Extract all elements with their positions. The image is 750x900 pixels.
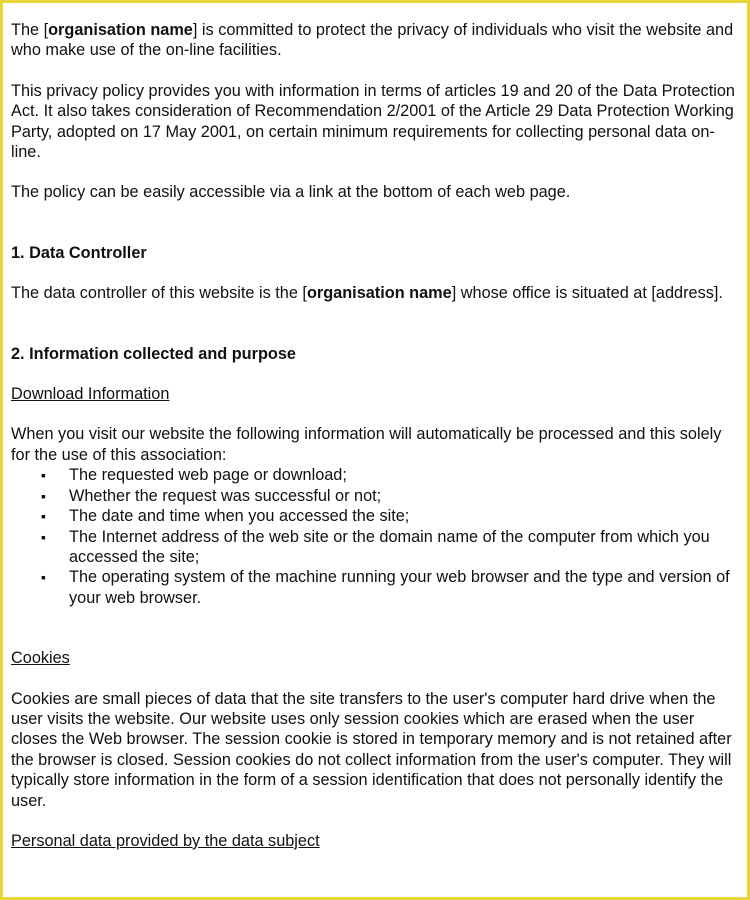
bullet-icon: ▪ [41,487,46,504]
policy-scope-paragraph: This privacy policy provides you with information in terms of articles 19 and 20 of the Data Protection Act. It also takes consideration of Recommendation 2/2001 of the Article 29 Data Protection Working Party, adopted on 17 May 2001, on certain minimum requirements for collecting personal data on-line. [11,81,735,162]
cookies-subheading: Cookies [11,649,70,668]
list-item-text: The date and time when you accessed the site; [69,507,410,526]
policy-access-paragraph: The policy can be easily accessible via a link at the bottom of each web page. [11,183,571,202]
section-2-heading: 2. Information collected and purpose [11,344,296,363]
list-item [11,527,741,568]
list-item [11,465,741,485]
bullet-icon: ▪ [41,569,46,586]
list-item-text: Whether the request was successful or not; [69,486,382,505]
personal-data-subheading: Personal data provided by the data subject [11,831,320,850]
bullet-icon: ▪ [41,528,46,545]
list-item [11,486,741,506]
list-item [11,567,741,608]
document-content [11,20,741,851]
controller-org-name: organisation name [306,284,452,303]
intro-text-pre: The [ [11,21,49,39]
list-item-text: The operating system of the machine running your web browser and the type and version of your web browser. [69,568,730,607]
download-information-subheading: Download Information [11,385,170,404]
list-item-text: The Internet address of the web site or the domain name of the computer from which you accessed the site; [69,527,710,566]
cookies-paragraph: Cookies are small pieces of data that the site transfers to the user's computer hard drive when the user visits the website. Our website uses only session cookies which are erased when the user closes the Web browser. The session cookie is stored in temporary memory and is not retained after the browser is closed. Session cookies do not collect information from the user's computer. They will typically store information in the form of a session identification that does not personally identify the user. [11,689,732,810]
section-1-heading: 1. Data Controller [11,243,147,262]
list-item-text: The requested web page or download; [69,466,347,485]
collected-info-list [11,465,741,608]
list-item [11,506,741,526]
controller-text-post: ] whose office is situated at [address]. [451,284,723,303]
intro-text-post: ] is committed to protect the privacy of individuals who visit the website and who make use of the on-line facilities. [11,21,734,60]
intro-org-name: organisation name [48,21,193,39]
download-intro-paragraph: When you visit our website the following information will automatically be processed and this solely for the use of this association: [11,425,722,464]
bullet-icon: ▪ [41,467,46,484]
controller-text-pre: The data controller of this website is the [ [11,284,307,303]
bullet-icon: ▪ [41,508,46,525]
intro-paragraph [11,20,741,61]
data-controller-paragraph [11,283,741,303]
